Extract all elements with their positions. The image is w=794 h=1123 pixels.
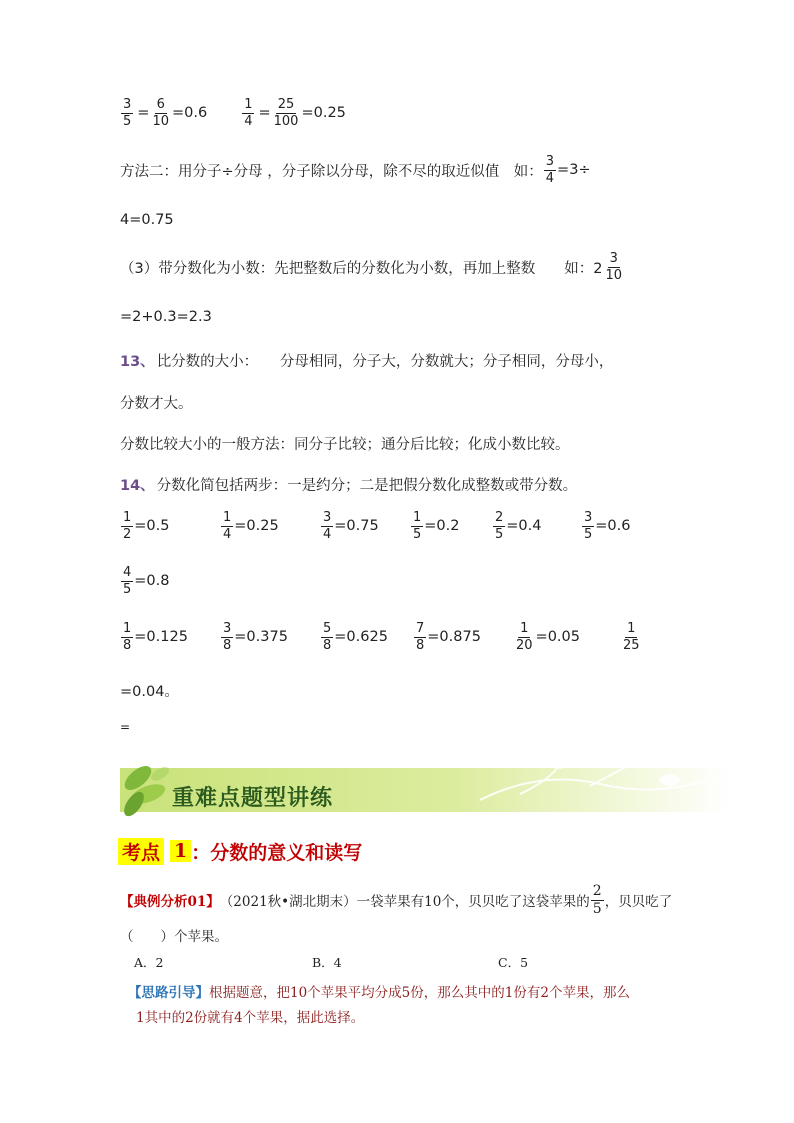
topic-heading: 考点 1 ：分数的意义和读写 [118, 836, 362, 866]
conversion-item: $\frac{1}{25}$ [623, 621, 640, 653]
conversion-item: $\frac{1}{5}$ =0.2 [413, 510, 460, 542]
option-b: B．4 [312, 955, 342, 970]
fraction: $\frac{25}{100}$ [273, 97, 299, 129]
item-13: 13、 比分数的大小： 分母相同，分子大，分数就大；分子相同，分母小， [120, 354, 614, 370]
fraction: $\frac{2}{5}$ [592, 883, 602, 917]
conversion-item: $\frac{5}{8}$ =0.625 [323, 621, 388, 653]
conversion-item: $\frac{2}{5}$ =0.4 [495, 510, 542, 542]
fraction: $\frac{3}{5}$ [123, 97, 132, 129]
mixed-number-continuation: =2+0.3=2.3 [120, 309, 212, 325]
compare-general-method: 分数比较大小的一般方法：同分子比较；通分后比较；化成小数比较。 [120, 437, 570, 453]
conversion-item: $\frac{3}{4}$ =0.75 [323, 510, 379, 542]
fraction: $\frac{1}{4}$ [244, 97, 253, 129]
method-two-continuation: 4=0.75 [120, 212, 174, 228]
conversion-item: $\frac{3}{8}$ =0.375 [223, 621, 288, 653]
conversion-item: $\frac{1}{8}$ =0.125 [123, 621, 188, 653]
conversion-item: $\frac{1}{2}$ =0.5 [123, 510, 170, 542]
option-a: A．2 [134, 955, 164, 970]
conversion-item: $\frac{3}{5}$ =0.6 [584, 510, 631, 542]
conversion-item: $\frac{7}{8}$ =0.875 [416, 621, 481, 653]
stray-equals: = [120, 720, 131, 734]
method-two-line: 方法二：用分子÷分母 ，分子除以分母，除不尽的取近似值 如： $\frac{3}{4}$ =3÷ [120, 154, 591, 186]
fraction: $\frac{6}{10}$ [152, 97, 169, 129]
conversion-item: $\frac{4}{5}$ =0.8 [123, 565, 170, 597]
fraction: $\frac{3}{10}$ [605, 251, 622, 283]
conversion-item: $\frac{1}{20}$ =0.05 [516, 621, 580, 653]
fraction: $\frac{3}{4}$ [545, 154, 555, 186]
mixed-number-line: （3）带分数化为小数：先把整数后的分数化为小数，再加上整数 如：2 $\frac{3}{10}$ [120, 251, 622, 283]
hint-line: 【思路引导】根据题意，把10个苹果平均分成5份，那么其中的1份有2个苹果，那么 [128, 985, 630, 1001]
item-13-continuation: 分数才大。 [120, 396, 193, 412]
example-question: 【典例分析01】 （2021秋•湖北期末）一袋苹果有10个，贝贝吃了这袋苹果的 $\frac{2}{5}$ ，贝贝吃了 [120, 883, 673, 917]
example-continuation: （ ）个苹果。 [120, 929, 228, 945]
hint-continuation: 1其中的2份就有4个苹果，据此选择。 [136, 1010, 365, 1026]
option-c: C．5 [498, 955, 529, 970]
conversion-item: $\frac{1}{4}$ =0.25 [223, 510, 279, 542]
conversion-continuation: =0.04。 [120, 684, 179, 700]
item-14: 14、 分数化简包括两步：一是约分；二是把假分数化成整数或带分数。 [120, 478, 578, 494]
banner-title: 重难点题型讲练 [172, 786, 334, 811]
fraction-line-1: $\frac{3}{5}$ = $\frac{6}{10}$ =0.6 $\frac{1}{4}$ = $\frac{25}{100}$ =0.25 [123, 97, 346, 129]
